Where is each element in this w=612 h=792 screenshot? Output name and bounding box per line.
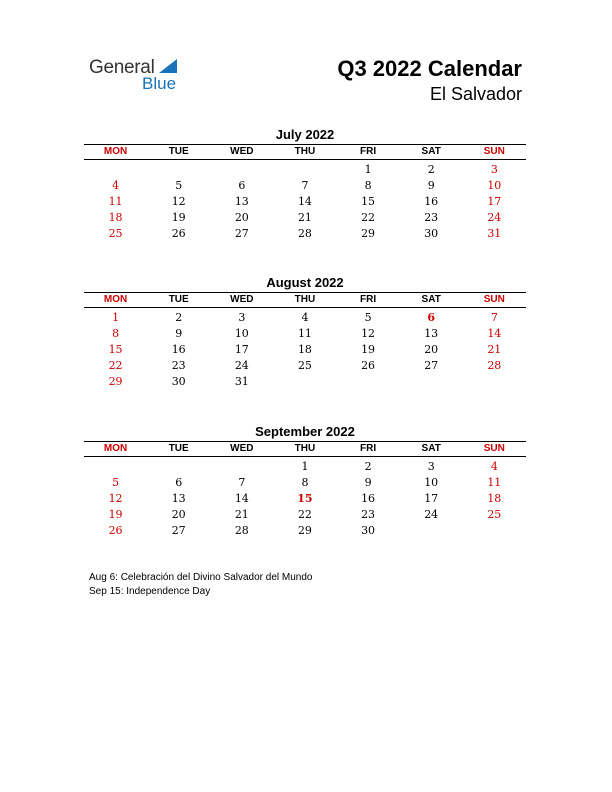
- day-cell: [337, 374, 400, 390]
- day-cell: [400, 374, 463, 390]
- week-row: [84, 310, 526, 326]
- weekday-header-row: [84, 144, 526, 160]
- day-cell: 4: [112, 179, 120, 192]
- day-cell: 31: [234, 375, 249, 388]
- month-title: August 2022: [266, 275, 344, 290]
- weekday-label: SAT: [421, 443, 441, 454]
- day-cell: 20: [424, 343, 439, 356]
- page-title: Q3 2022 Calendar: [337, 56, 522, 81]
- day-cell: 26: [361, 359, 376, 372]
- weekday-label: MON: [103, 146, 128, 157]
- day-cell: 2: [364, 460, 372, 473]
- day-cell: 24: [487, 211, 502, 224]
- day-cell: [273, 374, 336, 390]
- week-row: [84, 210, 526, 226]
- day-cell: [463, 523, 526, 539]
- weekday-header-row: [84, 292, 526, 308]
- day-cell: 12: [108, 492, 123, 505]
- day-cell: 13: [171, 492, 186, 505]
- day-cell: 29: [361, 227, 376, 240]
- holiday-note: Sep 15: Independence Day: [89, 586, 211, 597]
- day-cell: 29: [297, 524, 312, 537]
- day-cell: 9: [175, 327, 183, 340]
- week-row: [84, 459, 526, 475]
- day-cell: 27: [424, 359, 439, 372]
- day-cell: 23: [424, 211, 439, 224]
- day-cell: 6: [238, 179, 246, 192]
- day-cell: 30: [424, 227, 439, 240]
- weekday-label: TUE: [168, 146, 189, 157]
- day-cell: 8: [112, 327, 120, 340]
- day-cell: [400, 523, 463, 539]
- day-cell: 27: [171, 524, 186, 537]
- weekday-label: SUN: [483, 146, 505, 157]
- week-row: [84, 162, 526, 178]
- day-cell: 19: [171, 211, 186, 224]
- weekday-label: SUN: [483, 294, 505, 305]
- day-cell: 22: [297, 508, 312, 521]
- weekday-label: FRI: [360, 443, 377, 454]
- day-cell: 12: [171, 195, 186, 208]
- day-cell: 7: [490, 311, 498, 324]
- day-cell: [147, 459, 210, 475]
- day-cell: 18: [108, 211, 123, 224]
- weekday-label: THU: [294, 443, 316, 454]
- day-cell: 19: [361, 343, 376, 356]
- day-cell: 15: [108, 343, 123, 356]
- month-calendar: [84, 126, 526, 242]
- week-row: [84, 226, 526, 242]
- day-cell: 31: [487, 227, 502, 240]
- day-cell: 13: [424, 327, 439, 340]
- holiday-day-cell: 15: [297, 492, 313, 505]
- day-cell: 3: [427, 460, 435, 473]
- day-cell: 23: [171, 359, 186, 372]
- day-cell: 4: [301, 311, 309, 324]
- day-cell: 4: [490, 460, 498, 473]
- day-cell: 23: [361, 508, 376, 521]
- weekday-label: FRI: [360, 146, 377, 157]
- holiday-day-cell: 6: [427, 311, 436, 324]
- day-cell: 5: [175, 179, 183, 192]
- day-cell: [463, 374, 526, 390]
- week-row: [84, 523, 526, 539]
- day-cell: [84, 162, 147, 178]
- day-cell: 1: [112, 311, 120, 324]
- generalblue-logo: [89, 55, 189, 95]
- day-cell: 17: [487, 195, 502, 208]
- day-cell: 26: [171, 227, 186, 240]
- day-cell: 22: [108, 359, 123, 372]
- day-cell: 18: [297, 343, 312, 356]
- day-cell: 9: [364, 476, 372, 489]
- month-calendar: [84, 274, 526, 390]
- day-cell: 10: [234, 327, 249, 340]
- day-cell: 26: [108, 524, 123, 537]
- weekday-label: SUN: [483, 443, 505, 454]
- day-cell: 21: [487, 343, 502, 356]
- logo-triangle-icon: [159, 59, 177, 73]
- day-cell: 21: [297, 211, 312, 224]
- holiday-notes: [89, 571, 312, 599]
- day-cell: 25: [108, 227, 123, 240]
- week-row: [84, 326, 526, 342]
- day-cell: 8: [364, 179, 372, 192]
- day-cell: 5: [364, 311, 372, 324]
- day-cell: 24: [424, 508, 439, 521]
- day-cell: 12: [361, 327, 376, 340]
- day-cell: 3: [238, 311, 246, 324]
- logo-general-text: General: [89, 57, 155, 78]
- day-cell: [210, 459, 273, 475]
- day-cell: 5: [112, 476, 120, 489]
- week-row: [84, 194, 526, 210]
- day-cell: 21: [234, 508, 249, 521]
- day-cell: 7: [301, 179, 309, 192]
- day-cell: 20: [171, 508, 186, 521]
- holiday-note: Aug 6: Celebración del Divino Salvador del Mundo: [89, 572, 313, 583]
- day-cell: 11: [108, 195, 123, 208]
- weekday-label: WED: [230, 146, 254, 157]
- day-cell: [210, 162, 273, 178]
- day-cell: 11: [487, 476, 502, 489]
- day-cell: 20: [234, 211, 249, 224]
- weekday-label: THU: [294, 294, 316, 305]
- day-cell: 30: [361, 524, 376, 537]
- week-row: [84, 178, 526, 194]
- day-cell: 13: [234, 195, 249, 208]
- week-row: [84, 358, 526, 374]
- month-title: September 2022: [255, 424, 355, 439]
- day-cell: 14: [234, 492, 249, 505]
- day-cell: 25: [297, 359, 312, 372]
- day-cell: 6: [175, 476, 183, 489]
- day-cell: 11: [297, 327, 312, 340]
- week-row: [84, 507, 526, 523]
- day-cell: 29: [108, 375, 123, 388]
- weekday-label: SAT: [421, 146, 441, 157]
- weekday-label: MON: [103, 443, 128, 454]
- day-cell: 14: [297, 195, 312, 208]
- day-cell: 28: [487, 359, 502, 372]
- day-cell: 22: [361, 211, 376, 224]
- day-cell: 25: [487, 508, 502, 521]
- weekday-label: WED: [230, 294, 254, 305]
- week-row: [84, 491, 526, 507]
- day-cell: 16: [361, 492, 376, 505]
- day-cell: 10: [487, 179, 502, 192]
- day-cell: 16: [424, 195, 439, 208]
- month-title: July 2022: [275, 127, 335, 142]
- weekday-label: WED: [230, 443, 254, 454]
- month-calendar: [84, 423, 526, 539]
- weekday-label: TUE: [168, 443, 189, 454]
- day-cell: 28: [297, 227, 312, 240]
- day-cell: 9: [427, 179, 435, 192]
- day-cell: 27: [234, 227, 249, 240]
- day-cell: 2: [427, 163, 435, 176]
- day-cell: 15: [361, 195, 376, 208]
- weekday-label: MON: [103, 294, 128, 305]
- day-cell: [147, 162, 210, 178]
- day-cell: [273, 162, 336, 178]
- day-cell: [84, 459, 147, 475]
- day-cell: 3: [490, 163, 498, 176]
- weekday-label: SAT: [421, 294, 441, 305]
- day-cell: 24: [234, 359, 249, 372]
- day-cell: 16: [171, 343, 186, 356]
- weekday-label: THU: [294, 146, 316, 157]
- day-cell: 1: [364, 163, 372, 176]
- week-row: [84, 342, 526, 358]
- logo-blue-text: Blue: [142, 74, 177, 93]
- day-cell: 14: [487, 327, 502, 340]
- day-cell: 18: [487, 492, 502, 505]
- week-row: [84, 475, 526, 491]
- day-cell: 17: [424, 492, 439, 505]
- day-cell: 28: [234, 524, 249, 537]
- day-cell: 8: [301, 476, 309, 489]
- day-cell: 7: [238, 476, 246, 489]
- day-cell: 17: [234, 343, 249, 356]
- country-name: El Salvador: [429, 84, 522, 104]
- weekday-label: TUE: [168, 294, 189, 305]
- day-cell: 2: [175, 311, 183, 324]
- weekday-header-row: [84, 441, 526, 457]
- day-cell: 30: [171, 375, 186, 388]
- day-cell: 10: [424, 476, 439, 489]
- weekday-label: FRI: [360, 294, 377, 305]
- day-cell: 1: [301, 460, 309, 473]
- day-cell: 19: [108, 508, 123, 521]
- week-row: [84, 374, 526, 390]
